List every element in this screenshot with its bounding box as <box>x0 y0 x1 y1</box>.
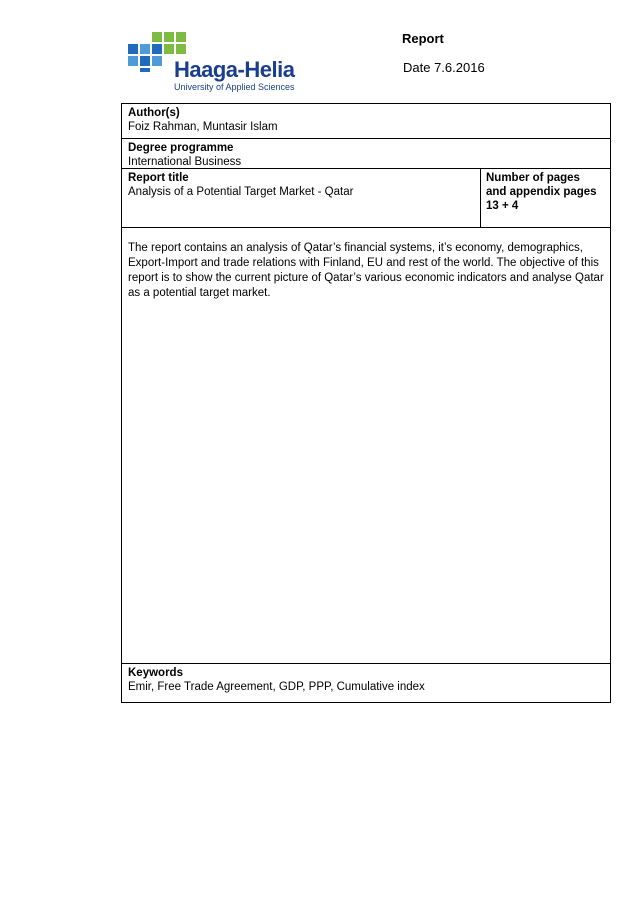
report-title-row <box>122 169 610 228</box>
report-heading: Report <box>402 31 444 46</box>
pages-label-line2: and appendix pages <box>486 186 597 198</box>
degree-label: Degree programme <box>128 142 234 154</box>
keywords-value: Emir, Free Trade Agreement, GDP, PPP, Cumulative index <box>128 681 425 693</box>
logo-subtitle: University of Applied Sciences <box>174 82 295 92</box>
authors-label: Author(s) <box>128 107 180 119</box>
report-title-cell <box>122 169 481 227</box>
haaga-helia-logo <box>124 30 294 96</box>
report-date: Date 7.6.2016 <box>403 60 485 75</box>
report-title-value: Analysis of a Potential Target Market - Qatar <box>128 186 354 198</box>
authors-value: Foiz Rahman, Muntasir Islam <box>128 121 278 133</box>
pages-cell <box>481 169 610 227</box>
report-title-label: Report title <box>128 172 189 184</box>
logo-name: Haaga-Helia <box>174 57 295 82</box>
degree-row <box>122 139 610 169</box>
pages-value: 13 + 4 <box>486 200 519 212</box>
keywords-label: Keywords <box>128 667 183 679</box>
pages-label-line1: Number of pages <box>486 172 580 184</box>
abstract-row <box>122 228 610 664</box>
report-form <box>121 103 611 703</box>
degree-value: International Business <box>128 156 242 168</box>
abstract-text: The report contains an analysis of Qatar’s financial systems, it’s economy, demographics, Export-Import and trade relations with Finland, EU and rest of the world. The objective of this report is to show the current picture of Qatar’s various economic indicators and analyse Qatar as a potential target market. <box>128 242 604 299</box>
keywords-row <box>122 664 610 702</box>
authors-row <box>122 104 610 139</box>
